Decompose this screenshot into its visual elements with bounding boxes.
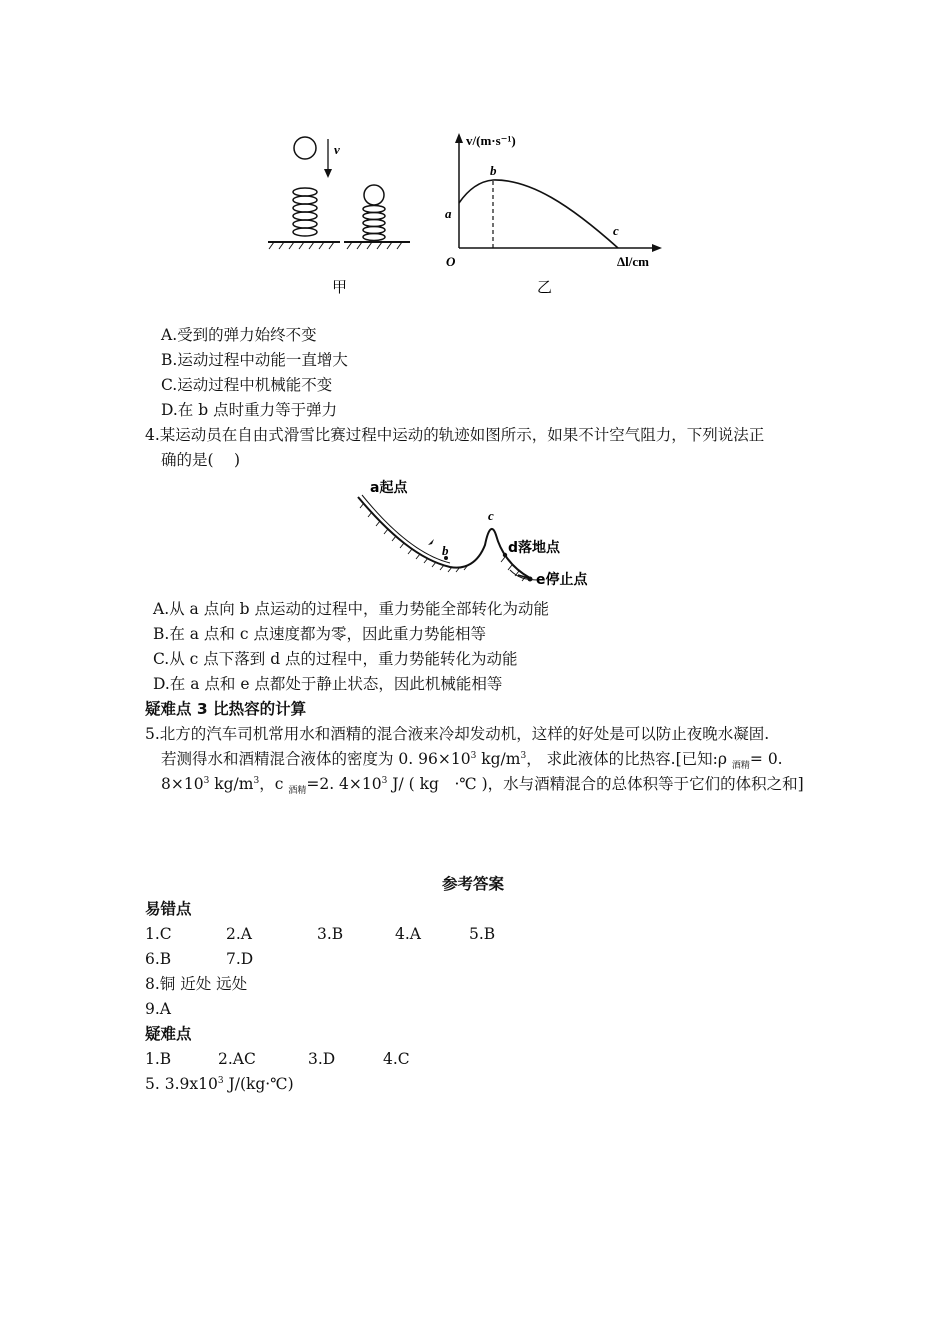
velocity-curve	[459, 180, 618, 248]
falling-ball	[294, 137, 316, 159]
ball-on-spring	[364, 185, 384, 205]
label-a-start: a起点	[370, 480, 408, 496]
q3-option-a: A.受到的弹力始终不变	[161, 326, 317, 344]
label-e-stop: e停止点	[536, 572, 588, 588]
difficult-answer-3: 3.D	[308, 1050, 336, 1068]
q3-option-d: D.在 b 点时重力等于弹力	[161, 401, 338, 419]
answer-9: 9.A	[145, 1000, 171, 1018]
slope-surface	[358, 497, 530, 578]
q3-option-c: C.运动过程中机械能不变	[161, 376, 333, 394]
graph-origin: O	[446, 254, 456, 269]
q5-line2: 若测得水和酒精混合液体的密度为 0. $96\times 10^3$ $kg/m^3$， 求此液体的比热容.[已知:ρ $_{酒精}$= 0.	[161, 750, 783, 772]
difficult-answer-5: 5. $3.9x10^3$ J/(kg·℃)	[145, 1075, 294, 1093]
difficult-answer-4: 4.C	[383, 1050, 410, 1068]
answer-7: 7.D	[226, 950, 254, 968]
graph-y-label: v/(m·s⁻¹)	[466, 133, 516, 148]
answer-6: 6.B	[145, 950, 172, 968]
answers-title: 参考答案	[442, 875, 505, 893]
point-c: c	[613, 223, 619, 238]
q4-option-c: C.从 c 点下落到 d 点的过程中，重力势能转化为动能	[153, 650, 518, 668]
label-c: c	[488, 508, 494, 523]
label-b: b	[442, 543, 449, 558]
caption-yi: 乙	[537, 280, 553, 296]
q4-option-b: B.在 a 点和 c 点速度都为零，因此重力势能相等	[153, 625, 486, 643]
answers-section-easy-mistakes: 易错点	[145, 900, 192, 918]
ski-figure	[350, 475, 610, 595]
answers-section-difficult: 疑难点	[145, 1025, 192, 1043]
section3-heading: 疑难点 3 比热容的计算	[145, 700, 307, 718]
spring-figure	[260, 125, 680, 305]
answer-1: 1.C	[145, 925, 172, 943]
point-d-dot	[503, 553, 507, 557]
answer-4: 4.A	[395, 925, 421, 943]
spring-right	[363, 206, 385, 241]
point-b: b	[490, 163, 497, 178]
answer-8: 8.铜 近处 远处	[145, 975, 248, 993]
caption-jia: 甲	[332, 280, 348, 296]
point-a: a	[445, 206, 452, 221]
q3-option-b: B.运动过程中动能一直增大	[161, 351, 348, 369]
q5-line3: $8\times 10^3$ $kg/m^3$，c $_{酒精}$=2. $4\times 10^3$ J/ ( kg ·℃ )，水与酒精混合的总体积等于它们的体积之和]	[161, 775, 804, 797]
q4-stem-line1: 4.某运动员在自由式滑雪比赛过程中运动的轨迹如图所示，如果不计空气阻力，下列说法正	[145, 426, 765, 444]
spring-left	[293, 188, 317, 236]
q4-stem-line2: 确的是( )	[161, 451, 241, 469]
answer-3: 3.B	[317, 925, 344, 943]
q5-line1: 5.北方的汽车司机常用水和酒精的混合液来冷却发动机，这样的好处是可以防止夜晚水凝固.	[145, 725, 770, 743]
q4-option-a: A.从 a 点向 b 点运动的过程中，重力势能全部转化为动能	[153, 600, 549, 618]
velocity-label: v	[334, 142, 340, 157]
answer-2: 2.A	[226, 925, 252, 943]
answer-5: 5.B	[469, 925, 496, 943]
graph-x-label: Δl/cm	[617, 254, 649, 269]
point-e-dot	[528, 577, 533, 582]
difficult-answer-1: 1.B	[145, 1050, 172, 1068]
q4-option-d: D.在 a 点和 e 点都处于静止状态，因此机械能相等	[153, 675, 503, 693]
difficult-answer-2: 2.AC	[218, 1050, 256, 1068]
label-d-landing: d落地点	[508, 540, 561, 556]
